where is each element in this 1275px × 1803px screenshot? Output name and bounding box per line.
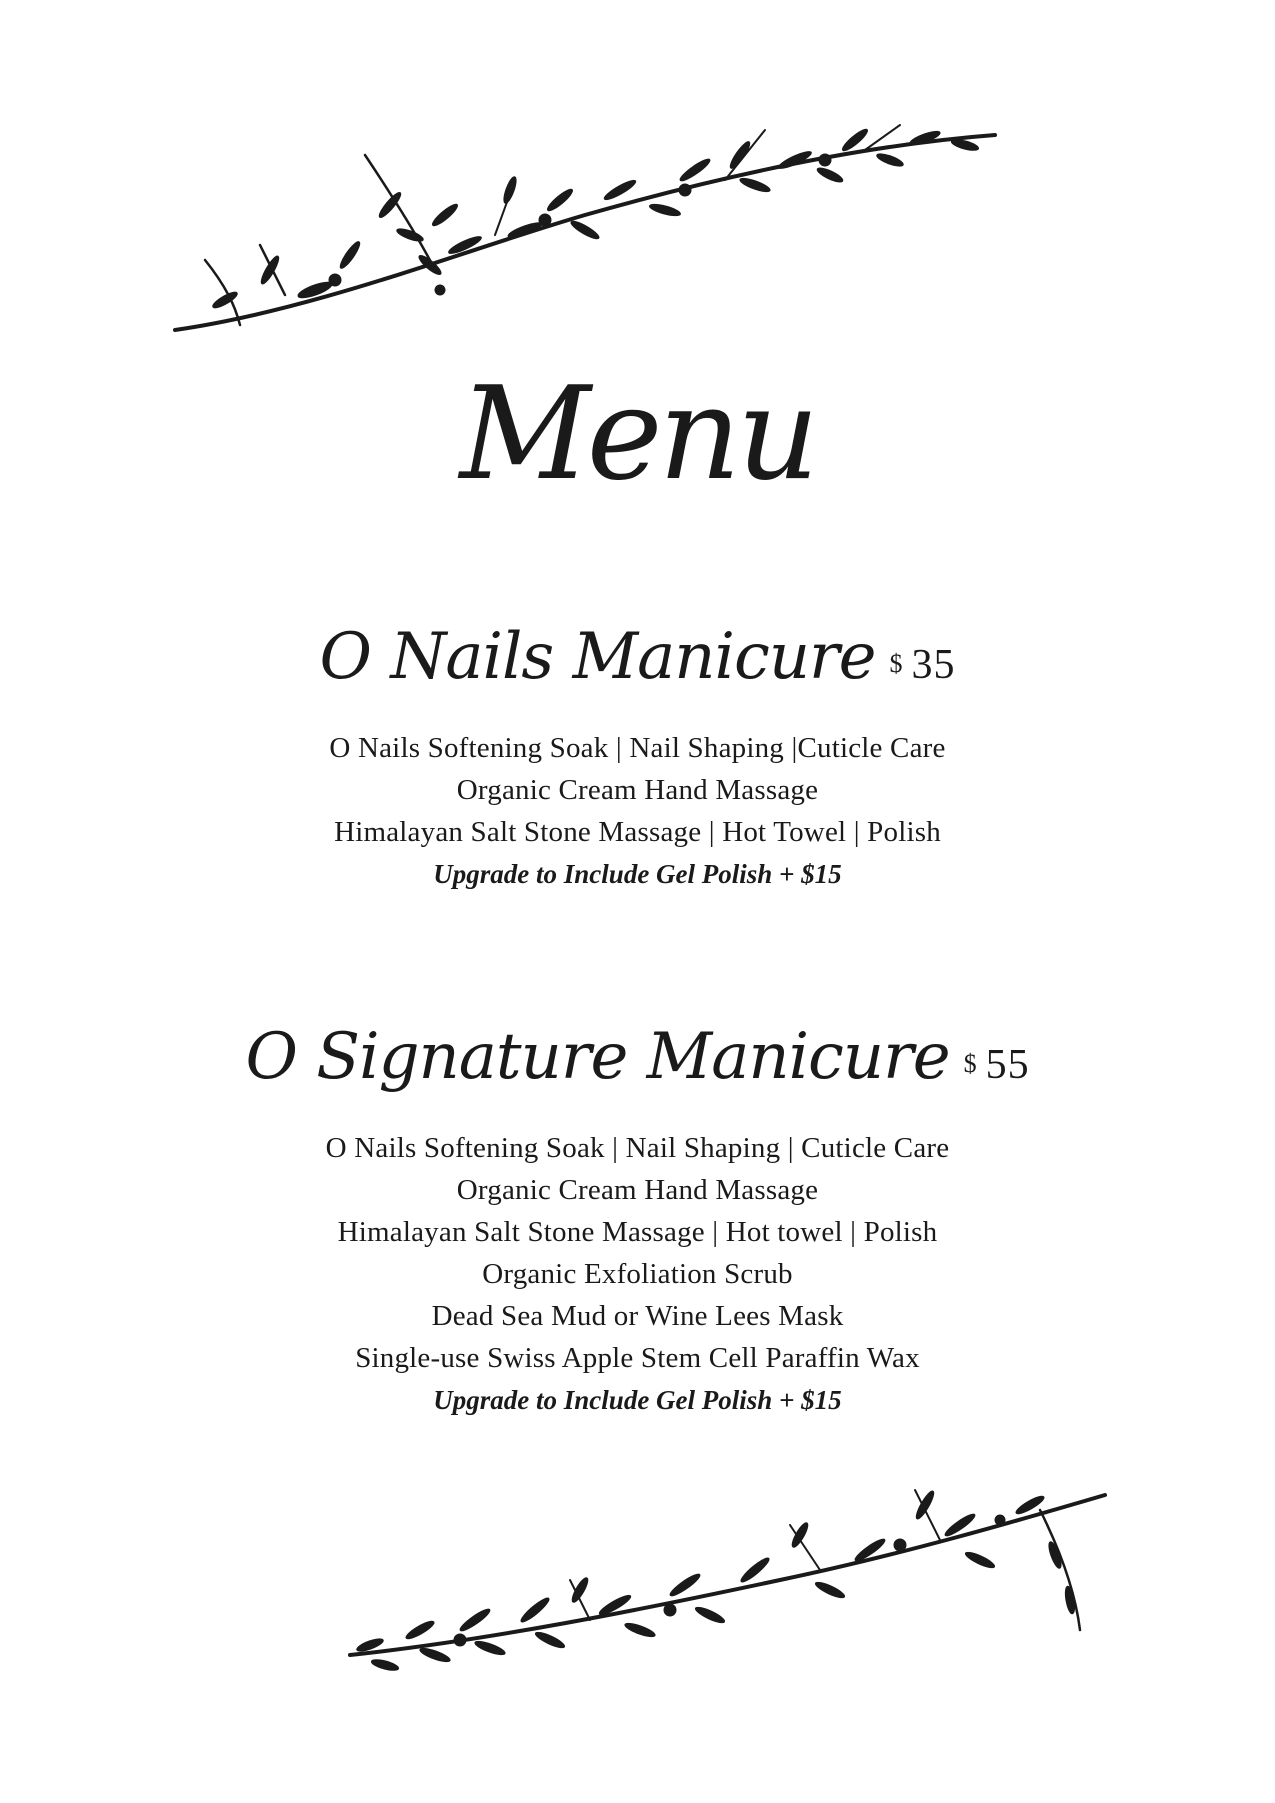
price-value: 55 [985, 1042, 1030, 1088]
service-item-line: Himalayan Salt Stone Massage | Hot Towel | Polish [334, 816, 941, 848]
currency-symbol: $ [889, 649, 904, 678]
service-section-signature-manicure [0, 1010, 1275, 1421]
service-item-line: Organic Cream Hand Massage [456, 1174, 819, 1206]
service-item-line: Organic Exfoliation Scrub [482, 1258, 793, 1290]
service-item-line: O Nails Softening Soak | Nail Shaping |Cuticle Care [329, 732, 946, 764]
service-items [0, 727, 1275, 895]
menu-title: Menu [459, 360, 816, 509]
service-heading [0, 610, 1275, 713]
service-section-manicure [0, 610, 1275, 895]
upgrade-note: Upgrade to Include Gel Polish + $15 [433, 1385, 842, 1415]
price-value: 35 [911, 642, 956, 688]
upgrade-note: Upgrade to Include Gel Polish + $15 [433, 859, 842, 889]
leafy-branch-top-icon [165, 120, 1005, 350]
service-price [964, 1042, 1030, 1088]
service-items [0, 1127, 1275, 1421]
service-heading [0, 1010, 1275, 1113]
service-item-line: Organic Cream Hand Massage [456, 774, 819, 806]
leafy-branch-bottom-icon [340, 1480, 1115, 1675]
service-item-line: Himalayan Salt Stone Massage | Hot towel | Polish [337, 1216, 938, 1248]
service-item-line: Dead Sea Mud or Wine Lees Mask [431, 1300, 844, 1332]
service-item-line: O Nails Softening Soak | Nail Shaping | Cuticle Care [325, 1132, 950, 1164]
service-name: O Signature Manicure [245, 1020, 950, 1094]
service-item-line: Single-use Swiss Apple Stem Cell Paraffin Wax [355, 1342, 920, 1374]
service-name: O Nails Manicure [319, 620, 876, 694]
currency-symbol: $ [963, 1049, 978, 1078]
service-price [890, 642, 956, 688]
